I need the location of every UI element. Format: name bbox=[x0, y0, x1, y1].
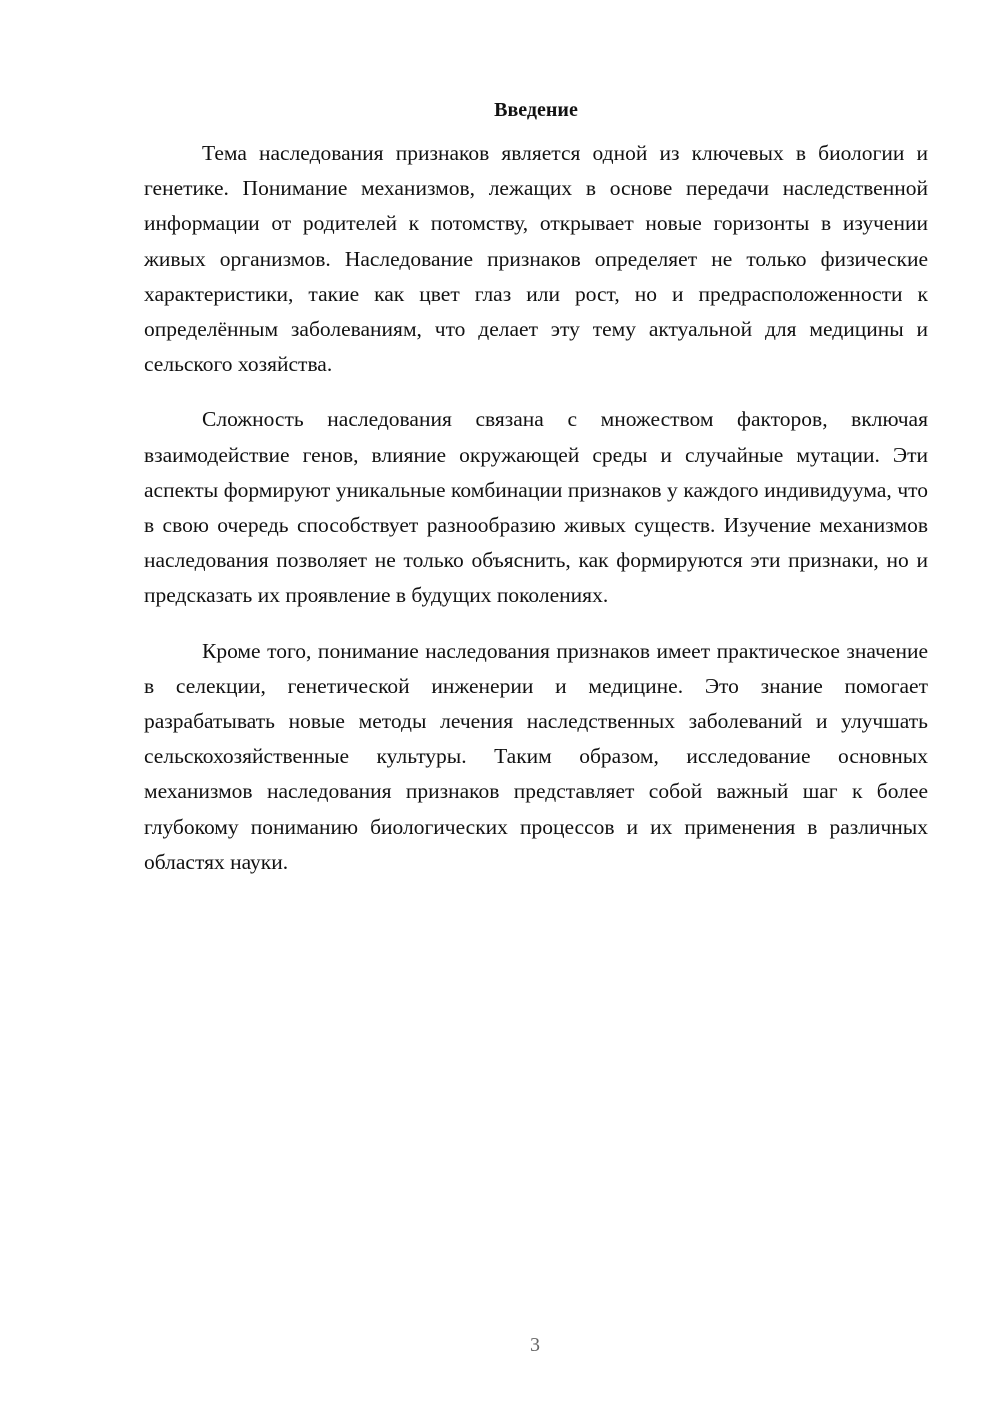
paragraph-2: Сложность наследования связана с множеством факторов, включая взаимодействие генов, влияние окружающей среды и случайные мутации. Эти аспекты формируют уникальные комбинации признаков у каждого индивидуума, что в свою очередь способствует разнообразию живых существ. Изучение механизмов наследования позволяет не только объяснить, как формируются эти признаки, но и предсказать их проявление в будущих поколениях. bbox=[144, 407, 928, 608]
paragraph-3: Кроме того, понимание наследования признаков имеет практическое значение в селекции, генетической инженерии и медицине. Это знание помогает разрабатывать новые методы лечения наследственных заболеваний и улучшать сельскохозяйственные культуры. Таким образом, исследование основных механизмов наследования признаков представляет собой важный шаг к более глубокому пониманию биологических процессов и их применения в различных областях науки. bbox=[144, 638, 928, 874]
page-content bbox=[144, 96, 928, 900]
page-number: 3 bbox=[530, 1334, 540, 1356]
paragraph-1: Тема наследования признаков является одной из ключевых в биологии и генетике. Понимание механизмов, лежащих в основе передачи наследственной информации от родителей к потомству, открывает новые горизонты в изучении живых организмов. Наследование признаков определяет не только физические характеристики, такие как цвет глаз или рост, но и предрасположенности к определённым заболеваниям, что делает эту тему актуальной для медицины и сельского хозяйства. bbox=[144, 141, 928, 377]
section-title: Введение bbox=[494, 99, 578, 121]
